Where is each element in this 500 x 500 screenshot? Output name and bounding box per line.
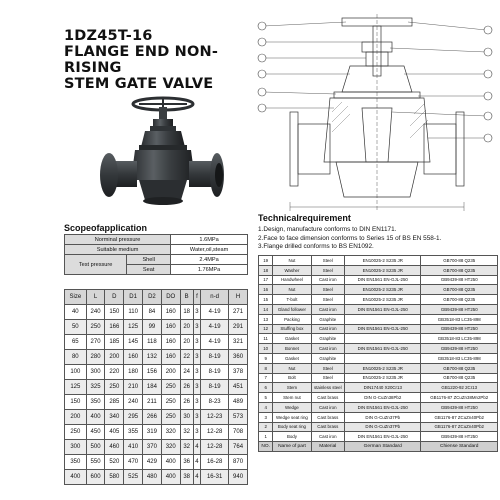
- scope-row-shell: [65, 255, 248, 265]
- dimension-cell: 180: [124, 365, 143, 380]
- dimension-cell: 8-19: [201, 350, 229, 365]
- dimension-cell: 250: [65, 425, 87, 440]
- dimension-row: [65, 350, 248, 365]
- dimension-header-cell: Size: [65, 290, 87, 305]
- dimension-cell: 300: [65, 440, 87, 455]
- dimension-header-cell: D: [105, 290, 124, 305]
- dimension-cell: 16-31: [201, 470, 229, 485]
- dimension-cell: 325: [86, 380, 105, 395]
- dimension-cell: 125: [65, 380, 87, 395]
- shell-value: 2.4MPa: [171, 255, 248, 265]
- dimension-cell: 160: [161, 305, 180, 320]
- dimension-cell: 3: [193, 320, 200, 335]
- nominal-pressure-label: Norminal pressure: [65, 235, 171, 245]
- material-cell: Steel: [311, 373, 344, 383]
- material-cell: 7: [259, 373, 273, 383]
- material-cell: GB3518-83 LC35-898: [421, 353, 498, 363]
- dimension-cell: 460: [105, 440, 124, 455]
- material-cell: Cast iron: [311, 402, 344, 412]
- material-row: [259, 412, 498, 422]
- material-cell: GB700-88 Q235: [421, 265, 498, 275]
- material-cell: Cast iron: [311, 344, 344, 354]
- material-cell: GB9439-88 HT250: [421, 324, 498, 334]
- dimension-cell: 156: [143, 365, 162, 380]
- scope-heading: Scopeofapplication: [64, 223, 148, 233]
- dimension-header-cell: D1: [124, 290, 143, 305]
- material-cell: EN10025-2 S235 JR: [345, 285, 421, 295]
- dimension-header-cell: H: [229, 290, 248, 305]
- material-cell: GB1176-87 ZCuZn40Pb2: [421, 422, 498, 432]
- material-cell: EN10025-2 S235 JR: [345, 265, 421, 275]
- material-cell: GB3518-83 LC35-898: [421, 334, 498, 344]
- material-row: [259, 393, 498, 403]
- material-cell: Cast brass: [311, 393, 344, 403]
- material-cell: Gland follower: [273, 304, 311, 314]
- dimension-cell: 370: [143, 440, 162, 455]
- dimension-cell: 220: [105, 365, 124, 380]
- dimension-cell: 4-19: [201, 305, 229, 320]
- material-cell: Steel: [311, 265, 344, 275]
- material-cell: [345, 314, 421, 324]
- dimension-row: [65, 440, 248, 455]
- dimension-cell: 32: [180, 425, 193, 440]
- material-cell: GB9439-88 HT250: [421, 402, 498, 412]
- dimension-cell: 285: [105, 395, 124, 410]
- material-footer-cell: Chiense Standard: [421, 442, 498, 452]
- material-cell: Nut: [273, 256, 311, 266]
- material-cell: Gasket: [273, 353, 311, 363]
- dimension-cell: 355: [124, 425, 143, 440]
- material-footer-row: [259, 442, 498, 452]
- product-title: [64, 28, 264, 92]
- material-row: [259, 285, 498, 295]
- material-row: [259, 363, 498, 373]
- dimension-cell: 429: [143, 455, 162, 470]
- material-row: [259, 373, 498, 383]
- shell-label: Shell: [127, 255, 171, 265]
- material-cell: GB1220-92 2Cr13: [421, 383, 498, 393]
- material-cell: DIN EN1561 EN-GJL-250: [345, 324, 421, 334]
- dimension-row: [65, 335, 248, 350]
- material-row: [259, 314, 498, 324]
- dimension-cell: 550: [86, 455, 105, 470]
- material-cell: 1: [259, 432, 273, 442]
- dimension-cell: 405: [105, 425, 124, 440]
- dimension-cell: 300: [86, 365, 105, 380]
- dimension-cell: 16-28: [201, 455, 229, 470]
- test-pressure-label: Test pressure: [65, 255, 127, 275]
- material-row: [259, 432, 498, 442]
- dimension-cell: 32: [180, 440, 193, 455]
- dimension-row: [65, 395, 248, 410]
- dimension-cell: 271: [229, 305, 248, 320]
- dimension-header-cell: DO: [161, 290, 180, 305]
- dimension-cell: 450: [86, 425, 105, 440]
- dimension-cell: 12-23: [201, 410, 229, 425]
- dimension-cell: 200: [105, 350, 124, 365]
- dimension-cell: 270: [86, 335, 105, 350]
- material-cell: DIN EN1561 EN-GJL-250: [345, 344, 421, 354]
- material-cell: Stem nut: [273, 393, 311, 403]
- dimension-cell: 350: [86, 395, 105, 410]
- material-cell: 14: [259, 304, 273, 314]
- material-cell: Wedge seat ring: [273, 412, 311, 422]
- dimension-header-cell: L: [86, 290, 105, 305]
- material-cell: GB700-88 Q235: [421, 295, 498, 305]
- scope-row-nominal-pressure: [65, 235, 248, 245]
- dimension-cell: 24: [180, 365, 193, 380]
- dimension-cell: 400: [86, 410, 105, 425]
- dimension-cell: 250: [161, 410, 180, 425]
- dimension-cell: 4: [193, 440, 200, 455]
- material-cell: GB1176-87 ZCuZn40Pb2: [421, 412, 498, 422]
- material-cell: 5: [259, 393, 273, 403]
- dimension-cell: 160: [124, 350, 143, 365]
- seat-label: Seat: [127, 265, 171, 275]
- seat-value: 1.76MPa: [171, 265, 248, 275]
- material-cell: Packing: [273, 314, 311, 324]
- material-cell: 4: [259, 402, 273, 412]
- dimension-cell: 160: [161, 335, 180, 350]
- dimension-cell: 573: [229, 410, 248, 425]
- dimension-cell: 240: [86, 305, 105, 320]
- material-cell: [345, 334, 421, 344]
- material-cell: Graphite: [311, 353, 344, 363]
- dimension-header-cell: B: [180, 290, 193, 305]
- dimension-row: [65, 305, 248, 320]
- dimension-cell: 378: [229, 365, 248, 380]
- material-cell: Stuffing box: [273, 324, 311, 334]
- material-cell: Steel: [311, 285, 344, 295]
- dimension-cell: 30: [180, 410, 193, 425]
- material-cell: [345, 353, 421, 363]
- dimension-header-cell: D2: [143, 290, 162, 305]
- material-cell: Wedge: [273, 402, 311, 412]
- material-cell: Cast brass: [311, 422, 344, 432]
- dimension-cell: 150: [105, 305, 124, 320]
- material-cell: GB700-88 Q235: [421, 256, 498, 266]
- dimension-cell: 22: [180, 350, 193, 365]
- material-cell: Cast iron: [311, 324, 344, 334]
- material-cell: 17: [259, 275, 273, 285]
- dimension-cell: 320: [161, 440, 180, 455]
- dimension-cell: 250: [161, 395, 180, 410]
- dimension-cell: 20: [180, 335, 193, 350]
- dimension-cell: 520: [105, 455, 124, 470]
- material-cell: Bolt: [273, 373, 311, 383]
- dimension-row: [65, 320, 248, 335]
- dimension-cell: 400: [65, 470, 87, 485]
- dimension-cell: 525: [124, 470, 143, 485]
- dimension-cell: 65: [65, 335, 87, 350]
- material-cell: 3: [259, 412, 273, 422]
- dimension-row: [65, 425, 248, 440]
- dimension-header-cell: n-d: [201, 290, 229, 305]
- dimension-cell: 36: [180, 455, 193, 470]
- material-row: [259, 402, 498, 412]
- dimension-cell: 110: [124, 305, 143, 320]
- dimension-row: [65, 380, 248, 395]
- material-row: [259, 334, 498, 344]
- material-cell: Nut: [273, 363, 311, 373]
- medium-label: Suitable medium: [65, 245, 171, 255]
- dimension-cell: 4: [193, 455, 200, 470]
- material-cell: Cast brass: [311, 412, 344, 422]
- dimension-cell: 3: [193, 350, 200, 365]
- dimension-cell: 118: [143, 335, 162, 350]
- dimension-cell: 18: [180, 305, 193, 320]
- valve-photo: [95, 95, 225, 210]
- material-row: [259, 275, 498, 285]
- material-cell: GB9439-88 HT250: [421, 344, 498, 354]
- dimension-cell: 3: [193, 305, 200, 320]
- material-cell: Steel: [311, 295, 344, 305]
- dimension-cell: 480: [143, 470, 162, 485]
- materials-table: [258, 255, 498, 452]
- material-cell: 8: [259, 363, 273, 373]
- material-cell: Graphite: [311, 334, 344, 344]
- dimension-cell: 500: [86, 440, 105, 455]
- material-cell: DIN EN1561 EN-GJL-250: [345, 432, 421, 442]
- dimension-cell: 50: [65, 320, 87, 335]
- title-line-3: STEM GATE VALVE: [64, 76, 214, 92]
- material-row: [259, 383, 498, 393]
- dimension-cell: 360: [229, 350, 248, 365]
- material-cell: GB700-88 Q235: [421, 373, 498, 383]
- dimension-cell: 3: [193, 380, 200, 395]
- material-cell: 13: [259, 314, 273, 324]
- material-cell: GB9439-88 HT250: [421, 304, 498, 314]
- dimension-cell: 940: [229, 470, 248, 485]
- material-cell: EN10025-2 S235 JR: [345, 363, 421, 373]
- material-cell: DIN EN1561 EN-GJL-250: [345, 402, 421, 412]
- dimension-cell: 870: [229, 455, 248, 470]
- material-cell: 12: [259, 324, 273, 334]
- material-cell: Cast iron: [311, 304, 344, 314]
- scope-row-medium: [65, 245, 248, 255]
- dimension-row: [65, 365, 248, 380]
- dimension-cell: 580: [105, 470, 124, 485]
- material-row: [259, 324, 498, 334]
- dimension-cell: 400: [161, 470, 180, 485]
- dimension-cell: 320: [161, 425, 180, 440]
- material-cell: GB700-88 Q235: [421, 285, 498, 295]
- material-cell: GB9439-88 HT250: [421, 275, 498, 285]
- material-cell: 15: [259, 295, 273, 305]
- dimension-cell: 400: [161, 455, 180, 470]
- material-cell: Washer: [273, 265, 311, 275]
- dimension-cell: 166: [105, 320, 124, 335]
- dimension-cell: 12-28: [201, 440, 229, 455]
- dimension-cell: 470: [124, 455, 143, 470]
- dimension-cell: 100: [65, 365, 87, 380]
- technical-requirement-heading: Technicalrequirement: [258, 213, 351, 223]
- dimension-cell: 8-19: [201, 365, 229, 380]
- dimension-cell: 184: [143, 380, 162, 395]
- dimension-cell: 4: [193, 470, 200, 485]
- material-cell: DIN EN1561 EN-GJL-250: [345, 304, 421, 314]
- material-row: [259, 256, 498, 266]
- dimension-table: [64, 289, 248, 485]
- material-cell: 6: [259, 383, 273, 393]
- material-cell: Bonnet: [273, 344, 311, 354]
- dimension-cell: 280: [86, 350, 105, 365]
- material-row: [259, 295, 498, 305]
- material-cell: EN10025-2 S235 JR: [345, 295, 421, 305]
- scope-table: [64, 234, 248, 275]
- material-cell: stainless steel: [311, 383, 344, 393]
- dimension-cell: 26: [180, 380, 193, 395]
- material-cell: Stem: [273, 383, 311, 393]
- dimension-cell: 12-28: [201, 425, 229, 440]
- material-cell: GB3518-83 LC35-898: [421, 314, 498, 324]
- dimension-cell: 84: [143, 305, 162, 320]
- material-cell: EN10025-2 S235 JR: [345, 256, 421, 266]
- dimension-row: [65, 410, 248, 425]
- material-cell: DIN G-CuZn38Pb2: [345, 393, 421, 403]
- tech-note: 1.Design, manufacture conforms to DIN EN1171.: [258, 226, 397, 233]
- dimension-row: [65, 470, 248, 485]
- dimension-header-cell: f: [193, 290, 200, 305]
- dimension-cell: 150: [65, 395, 87, 410]
- material-cell: Steel: [311, 256, 344, 266]
- dimension-cell: 99: [143, 320, 162, 335]
- dimension-cell: 489: [229, 395, 248, 410]
- material-cell: Graphite: [311, 314, 344, 324]
- material-row: [259, 353, 498, 363]
- dimension-cell: 200: [161, 365, 180, 380]
- material-row: [259, 265, 498, 275]
- dimension-cell: 600: [86, 470, 105, 485]
- material-cell: Cast iron: [311, 275, 344, 285]
- title-line-2: FLANGE END NON-RISING: [64, 44, 219, 76]
- dimension-cell: 340: [105, 410, 124, 425]
- tech-note: 3.Flange drilled conforms to BS EN1092.: [258, 243, 374, 251]
- dimension-cell: 3: [193, 395, 200, 410]
- material-cell: DIN17440 X20Cr13: [345, 383, 421, 393]
- material-footer-cell: Material: [311, 442, 344, 452]
- medium-value: Water,oil,steam: [171, 245, 248, 255]
- dimension-cell: 451: [229, 380, 248, 395]
- dimension-cell: 250: [105, 380, 124, 395]
- dimension-cell: 410: [124, 440, 143, 455]
- dimension-cell: 125: [124, 320, 143, 335]
- dimension-cell: 266: [143, 410, 162, 425]
- material-cell: Handwheel: [273, 275, 311, 285]
- dimension-cell: 185: [105, 335, 124, 350]
- material-cell: DIN G-CuZn37Pb: [345, 422, 421, 432]
- dimension-cell: 211: [143, 395, 162, 410]
- dimension-cell: 3: [193, 365, 200, 380]
- material-cell: GB700-88 Q235: [421, 363, 498, 373]
- material-cell: EN10025-2 S235 JR: [345, 373, 421, 383]
- material-cell: 18: [259, 265, 273, 275]
- dimension-cell: 145: [124, 335, 143, 350]
- material-cell: Nut: [273, 285, 311, 295]
- material-footer-cell: NO.: [259, 442, 273, 452]
- dimension-cell: 3: [193, 335, 200, 350]
- dimension-cell: 708: [229, 425, 248, 440]
- material-cell: Body seat ring: [273, 422, 311, 432]
- material-cell: Steel: [311, 363, 344, 373]
- valve-section-drawing: [250, 12, 500, 217]
- material-cell: 10: [259, 344, 273, 354]
- dimension-cell: 240: [124, 395, 143, 410]
- dimension-cell: 132: [143, 350, 162, 365]
- material-cell: GB9439-88 HT250: [421, 432, 498, 442]
- dimension-row: [65, 455, 248, 470]
- dimension-cell: 160: [161, 320, 180, 335]
- dimension-cell: 4-19: [201, 320, 229, 335]
- dimension-cell: 3: [193, 410, 200, 425]
- material-row: [259, 422, 498, 432]
- dimension-cell: 4-19: [201, 335, 229, 350]
- material-cell: 2: [259, 422, 273, 432]
- dimension-cell: 350: [65, 455, 87, 470]
- dimension-cell: 291: [229, 320, 248, 335]
- dimension-cell: 200: [65, 410, 87, 425]
- tech-note: 2.Face to face dimension conforms to Series 15 of BS EN 558-1.: [258, 234, 442, 242]
- dimension-cell: 250: [86, 320, 105, 335]
- material-row: [259, 344, 498, 354]
- dimension-cell: 160: [161, 350, 180, 365]
- dimension-cell: 8-23: [201, 395, 229, 410]
- dimension-cell: 764: [229, 440, 248, 455]
- material-cell: GB1176-87 ZCuZn38Mn2Pb2: [421, 393, 498, 403]
- dimension-cell: 295: [124, 410, 143, 425]
- dimension-cell: 26: [180, 395, 193, 410]
- title-model: 1DZ45T-16: [64, 28, 153, 44]
- dimension-header-row: [65, 290, 248, 305]
- material-cell: DIN EN1561 EN-GJL-250: [345, 275, 421, 285]
- dimension-cell: 38: [180, 470, 193, 485]
- dimension-cell: 40: [65, 305, 87, 320]
- material-cell: 11: [259, 334, 273, 344]
- dimension-cell: 250: [161, 380, 180, 395]
- material-cell: DIN G-CuZn37Pb: [345, 412, 421, 422]
- material-footer-cell: German Standard: [345, 442, 421, 452]
- dimension-cell: 321: [229, 335, 248, 350]
- material-row: [259, 304, 498, 314]
- material-cell: 16: [259, 285, 273, 295]
- material-cell: Cast iron: [311, 432, 344, 442]
- dimension-cell: 8-19: [201, 380, 229, 395]
- material-cell: Gasket: [273, 334, 311, 344]
- dimension-cell: 80: [65, 350, 87, 365]
- material-cell: T-bolt: [273, 295, 311, 305]
- dimension-cell: 20: [180, 320, 193, 335]
- dimension-cell: 3: [193, 425, 200, 440]
- material-cell: 19: [259, 256, 273, 266]
- technical-notes: [258, 226, 498, 252]
- nominal-pressure-value: 1.6MPa: [171, 235, 248, 245]
- material-cell: 9: [259, 353, 273, 363]
- material-footer-cell: Name of part: [273, 442, 311, 452]
- dimension-cell: 319: [143, 425, 162, 440]
- material-cell: Body: [273, 432, 311, 442]
- dimension-cell: 210: [124, 380, 143, 395]
